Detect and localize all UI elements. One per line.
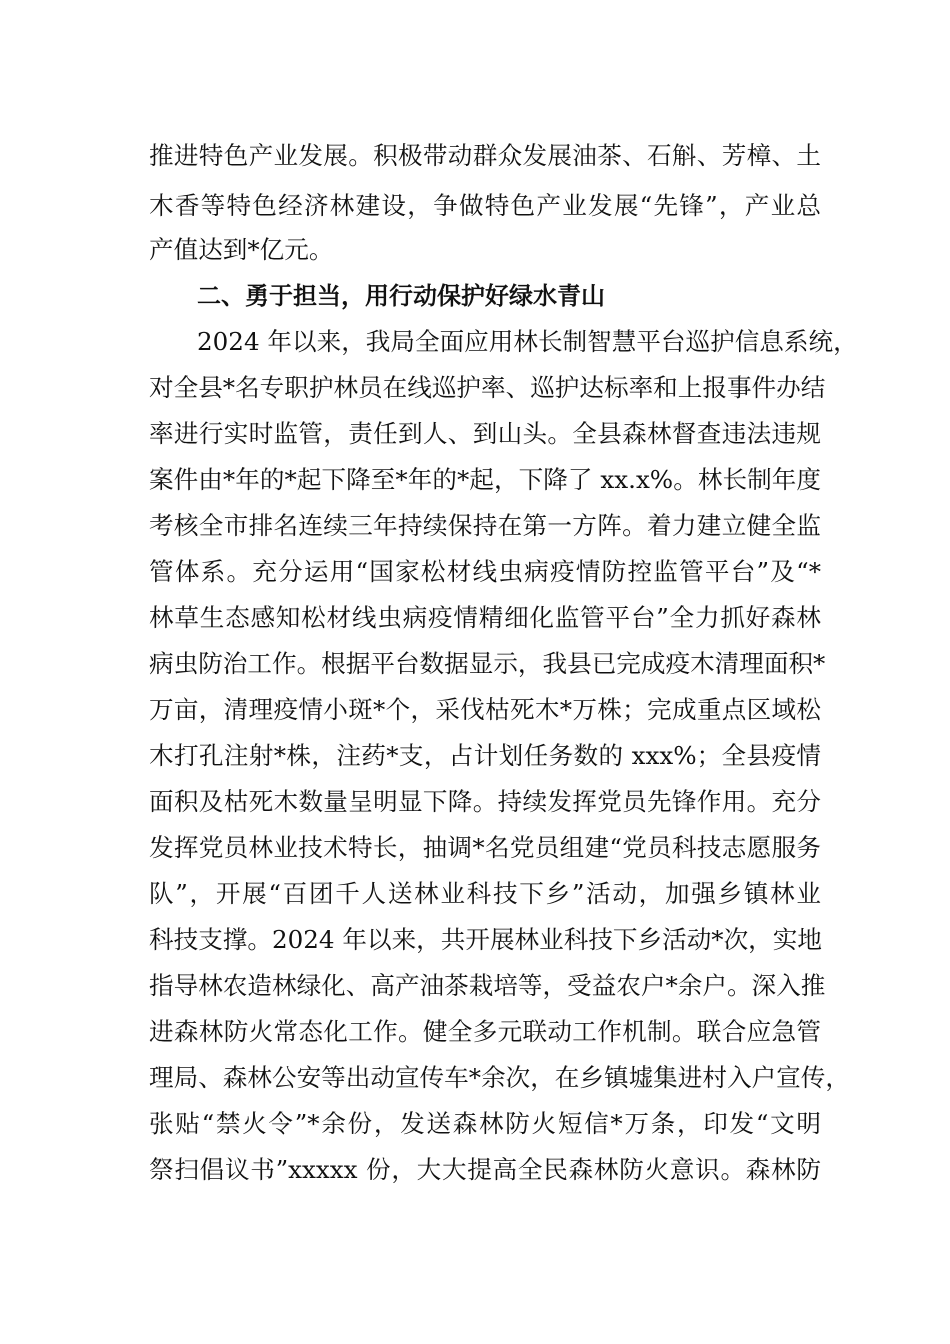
paragraph-2-line-12: 发挥党员林业技术特长，抽调*名党员组建“党员科技志愿服务: [149, 833, 821, 862]
paragraph-2-line-2: 对全县*名专职护林员在线巡护率、巡护达标率和上报事件办结: [149, 373, 826, 402]
paragraph-2-line-14: 科技支撑。2024 年以来，共开展林业科技下乡活动*次，实地: [149, 925, 822, 954]
paragraph-1-line-3: 产值达到*亿元。: [149, 235, 334, 264]
paragraph-2-line-18: 张贴“禁火令”*余份，发送森林防火短信*万条，印发“文明: [149, 1109, 821, 1138]
section-heading: 二、勇于担当，用行动保护好绿水青山: [197, 282, 605, 310]
paragraph-2-line-11: 面积及枯死木数量呈明显下降。持续发挥党员先锋作用。充分: [149, 787, 821, 816]
paragraph-2-line-13: 队”，开展“百团千人送林业科技下乡”活动，加强乡镇林业: [149, 879, 821, 908]
paragraph-2-line-9: 万亩，清理疫情小斑*个，采伐枯死木*万株；完成重点区域松: [149, 695, 821, 724]
paragraph-2-line-10: 木打孔注射*株，注药*支，占计划任务数的 xxx%；全县疫情: [149, 741, 821, 770]
paragraph-2-line-17: 理局、森林公安等出动宣传车*余次，在乡镇墟集进村入户宣传，: [149, 1063, 850, 1092]
paragraph-1-line-1: 推进特色产业发展。积极带动群众发展油茶、石斛、芳樟、土: [149, 141, 821, 170]
paragraph-2-line-19: 祭扫倡议书”xxxxx 份，大大提高全民森林防火意识。森林防: [149, 1155, 821, 1184]
paragraph-2-line-3: 率进行实时监管，责任到人、到山头。全县森林督查违法违规: [149, 419, 821, 448]
paragraph-2-line-8: 病虫防治工作。根据平台数据显示，我县已完成疫木清理面积*: [149, 649, 826, 678]
paragraph-2-line-16: 进森林防火常态化工作。健全多元联动工作机制。联合应急管: [149, 1017, 821, 1046]
paragraph-2-line-1: 2024 年以来，我局全面应用林长制智慧平台巡护信息系统，: [197, 327, 858, 356]
paragraph-2-line-4: 案件由*年的*起下降至*年的*起，下降了 xx.x%。林长制年度: [149, 465, 821, 494]
paragraph-2-line-5: 考核全市排名连续三年持续保持在第一方阵。着力建立健全监: [149, 511, 821, 540]
paragraph-2-line-6: 管体系。充分运用“国家松材线虫病疫情防控监管平台”及“*: [149, 557, 821, 586]
paragraph-2-line-15: 指导林农造林绿化、高产油茶栽培等，受益农户*余户。深入推: [149, 971, 826, 1000]
paragraph-1-line-2: 木香等特色经济林建设，争做特色产业发展“先锋”，产业总: [149, 191, 821, 220]
paragraph-2-line-7: 林草生态感知松材线虫病疫情精细化监管平台”全力抓好森林: [149, 603, 821, 632]
